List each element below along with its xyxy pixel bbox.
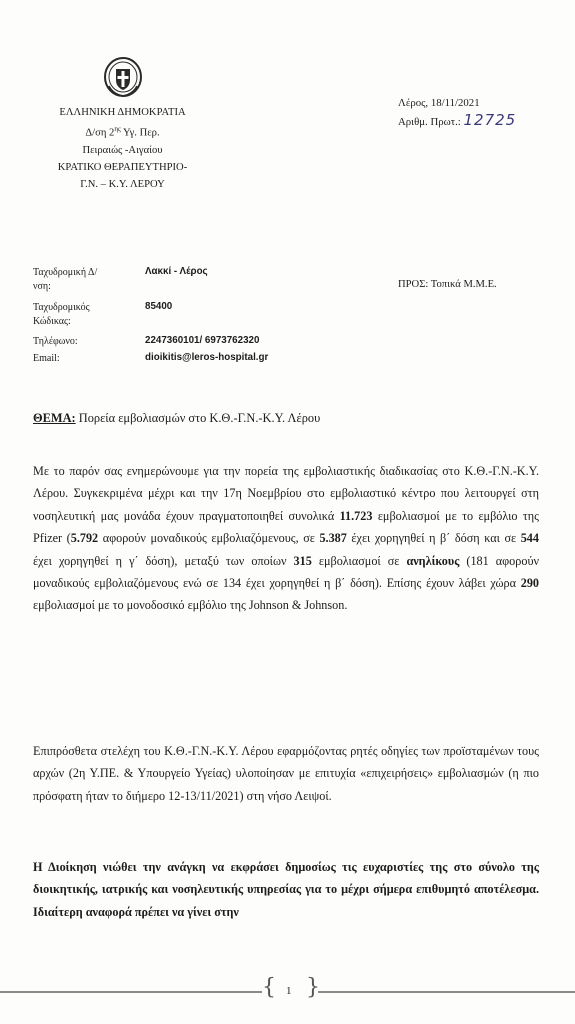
body-paragraph-2: Επιπρόσθετα στελέχη του Κ.Θ.-Γ.Ν.-Κ.Υ. Λέρου εφαρμόζοντας ρητές οδηγίες των προϊσταμένων τους αρχών (2η Υ.ΠΕ. & Υπουργείο Υγείας) υλοποίησαν με επιτυχία «επιχειρήσεις» εμβολιασμών (η πιο πρόσφατη ήταν το διήμερο 12-13/11/2021) στη νήσο Λειψοί. — [33, 744, 539, 803]
issuer-line: Πειραιώς -Αιγαίου — [82, 144, 163, 156]
p1-total-vaccinations: 11.723 — [339, 508, 373, 523]
protocol-label: Αριθμ. Πρωτ.: — [398, 116, 461, 128]
place-date: Λέρος, 18/11/2021 — [398, 97, 480, 109]
subject-text: Πορεία εμβολιασμών στο Κ.Θ.-Γ.Ν.-Κ.Υ. Λέρου — [75, 411, 321, 425]
p1-jj-count: 290 — [520, 576, 539, 591]
p1-minors-count: 315 — [293, 553, 312, 568]
p1-text: (181 αφορούν μοναδικούς εμβολιαζόμενους ενώ σε 134 έχει χορηγηθεί η β΄ δόση). Επίσης έχουν λάβει χώρα — [33, 553, 539, 591]
p1-second-dose: 5.387 — [319, 531, 347, 546]
page-number: 1 — [286, 985, 292, 997]
p1-unique-vaccinees: 5.792 — [70, 531, 99, 546]
subject-line — [33, 411, 320, 426]
p1-text: έχει χορηγηθεί η γ΄ δόση), μεταξύ των οποίων — [33, 553, 294, 568]
recipient: ΠΡΟΣ: Τοπικά Μ.Μ.Ε. — [398, 279, 497, 290]
issuer-line: ΕΛΛΗΝΙΚΗ ΔΗΜΟΚΡΑΤΙΑ — [59, 107, 186, 118]
issuer-line: Γ.Ν. – Κ.Υ. ΛΕΡΟΥ — [80, 178, 165, 190]
issuer-line: ΚΡΑΤΙΚΟ ΘΕΡΑΠΕΥΤΗΡΙΟ- — [57, 161, 188, 173]
postcode-label: Ταχυδρομικός Κώδικας: — [33, 302, 90, 327]
body-paragraph-1 — [33, 460, 539, 617]
p1-text: εμβολιασμοί με το εμβόλιο της Pfizer ( — [33, 508, 539, 546]
email-label: Email: — [33, 353, 60, 364]
issuer-block — [30, 104, 215, 193]
p1-minors-word: ανηλίκους — [406, 553, 460, 568]
address-label: Ταχυδρομική Δ/νση: — [33, 267, 98, 292]
p1-text: εμβολιασμοί σε — [311, 553, 407, 568]
protocol-line — [398, 112, 516, 131]
subject-label: ΘΕΜΑ: — [33, 411, 76, 425]
issuer-line: Δ/ση $2^{\eta\varsigma}$ Υγ. Περ. — [85, 125, 160, 139]
address-value: Λακκί - Λέρος — [145, 266, 208, 277]
date-protocol-block — [398, 95, 516, 131]
p1-third-dose: 544 — [520, 531, 539, 546]
greek-republic-seal-icon — [103, 56, 143, 98]
phone-label: Τηλέφωνο: — [33, 336, 78, 347]
email-value: dioikitis@leros-hospital.gr — [145, 352, 269, 363]
phone-value: 2247360101/ 6973762320 — [145, 335, 260, 346]
left-brace-ornament: { — [262, 975, 276, 1000]
p1-text: έχει χορηγηθεί η β΄ δόση και σε — [346, 531, 521, 546]
contact-block — [33, 266, 293, 376]
p1-text: αφορούν μοναδικούς εμβολιαζόμενους, σε — [98, 531, 320, 546]
body-paragraph-3: Η Διοίκηση νιώθει την ανάγκη να εκφράσει δημοσίως τις ευχαριστίες της στο σύνολο της διοικητικής, ιατρικής και νοσηλευτικής υπηρεσίας για το μέχρι σήμερα επιθυμητό αποτέλεσμα. Ιδιαίτερη αναφορά πρέπει να γίνει στην — [33, 860, 539, 919]
protocol-number: 12725 — [463, 111, 517, 129]
postcode-value: 85400 — [145, 301, 173, 312]
right-brace-ornament: } — [306, 975, 320, 1000]
p1-text: εμβολιασμοί με το μονοδοσικό εμβόλιο της Johnson & Johnson. — [33, 598, 348, 613]
p1-text: Με το παρόν σας ενημερώνουμε για την πορεία της εμβολιαστικής διαδικασίας στο Κ.Θ.-Γ.Ν.-Κ.Υ. Λέρου. Συγκεκριμένα μέχρι και την 17η Νοεμβρίου στο εμβολιαστικό κέντρο που λειτουργεί στη νοσηλευτική μας μονάδα έχουν πραγματοποιηθεί συνολικά — [33, 464, 539, 523]
